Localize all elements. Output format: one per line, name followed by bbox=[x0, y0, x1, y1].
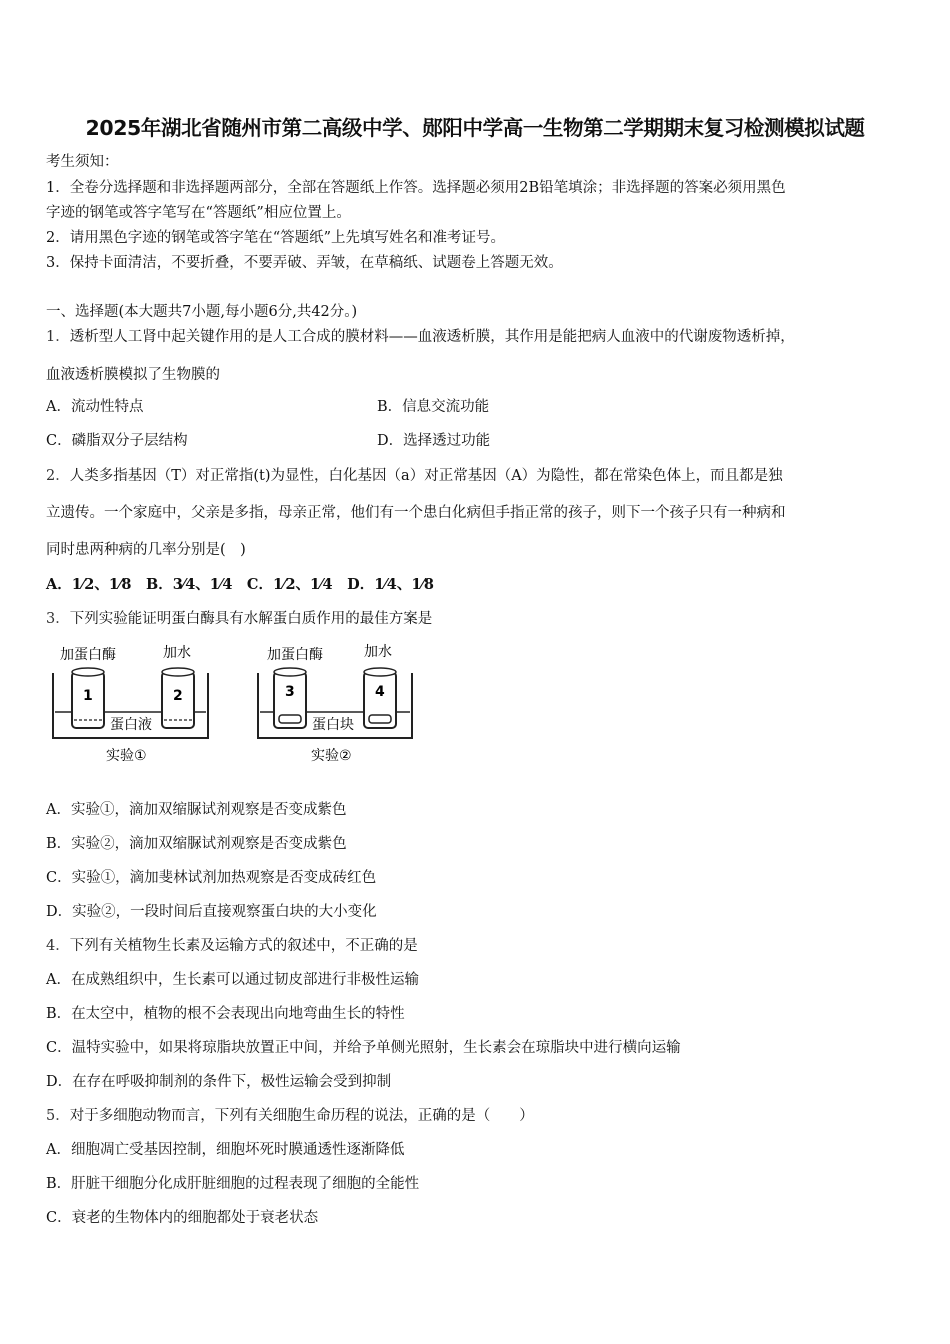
question-5-stem: 对于多细胞动物而言，下列有关细胞生命历程的说法，正确的是（ ） bbox=[69, 1108, 534, 1124]
question-3-number: 3． bbox=[46, 611, 70, 627]
exam-title: 2025年湖北省随州市第二高级中学、郧阳中学高一生物第二学期期末复习检测模拟试题 bbox=[85, 116, 865, 140]
question-3-stem: 下列实验能证明蛋白酶具有水解蛋白质作用的最佳方案是 bbox=[69, 611, 433, 627]
q5-option-a[interactable]: A．细胞凋亡受基因控制，细胞坏死时膜通透性逐渐降低 bbox=[46, 1142, 405, 1158]
question-3 bbox=[46, 609, 432, 629]
q5-option-b[interactable]: B．肝脏干细胞分化成肝脏细胞的过程表现了细胞的全能性 bbox=[46, 1176, 420, 1192]
question-5-number: 5． bbox=[46, 1108, 70, 1124]
exp1-medium-label: 蛋白液 bbox=[110, 717, 152, 733]
exp1-right-label: 加水 bbox=[163, 645, 191, 661]
question-4 bbox=[46, 936, 418, 956]
exp1-tube-1-label: 1 bbox=[83, 688, 93, 704]
exp2-left-label: 加蛋白酶 bbox=[267, 647, 323, 663]
exp1-tube-2 bbox=[162, 668, 194, 728]
section-heading: 一、选择题(本大题共7小题,每小题6分,共42分。) bbox=[46, 304, 358, 320]
exp1-left-label: 加蛋白酶 bbox=[60, 647, 116, 663]
exp2-caption: 实验② bbox=[311, 748, 352, 764]
q3-option-d[interactable]: D．实验②，一段时间后直接观察蛋白块的大小变化 bbox=[46, 904, 377, 920]
question-1-options-row-1 bbox=[46, 397, 143, 417]
question-1 bbox=[46, 327, 795, 347]
experiment-2-diagram bbox=[258, 643, 412, 764]
exp1-tube-1 bbox=[72, 668, 104, 728]
notice-item-1-cont: 字迹的钢笔或答字笔写在“答题纸”相应位置上。 bbox=[46, 205, 351, 221]
exp2-tube-4-label: 4 bbox=[375, 684, 385, 700]
question-2-stem: 人类多指基因（T）对正常指(t)为显性，白化基因（a）对正常基因（A）为隐性，都在常染色体上，而且都是独 bbox=[69, 468, 783, 484]
notice-item-3: 3．保持卡面清洁，不要折叠，不要弄破、弄皱，在草稿纸、试题卷上答题无效。 bbox=[46, 255, 563, 271]
question-4-number: 4． bbox=[46, 938, 70, 954]
q1-option-d[interactable]: D．选择透过功能 bbox=[377, 433, 491, 449]
q5-option-c[interactable]: C．衰老的生物体内的细胞都处于衰老状态 bbox=[46, 1210, 319, 1226]
exp2-medium-label: 蛋白块 bbox=[312, 717, 354, 733]
q3-option-b[interactable]: B．实验②，滴加双缩脲试剂观察是否变成紫色 bbox=[46, 836, 347, 852]
q3-option-a[interactable]: A．实验①，滴加双缩脲试剂观察是否变成紫色 bbox=[46, 802, 347, 818]
q1-option-c[interactable]: C．磷脂双分子层结构 bbox=[46, 433, 188, 449]
q4-option-a[interactable]: A．在成熟组织中，生长素可以通过韧皮部进行非极性运输 bbox=[46, 972, 419, 988]
question-2-number: 2． bbox=[46, 468, 70, 484]
question-2-stem-cont-2: 同时患两种病的几率分别是( ) bbox=[46, 542, 246, 558]
notice-item-2: 2．请用黑色字迹的钢笔或答字笔在“答题纸”上先填写姓名和准考证号。 bbox=[46, 230, 506, 246]
exp2-tube-3-label: 3 bbox=[285, 684, 295, 700]
question-2 bbox=[46, 466, 783, 486]
exp2-right-label: 加水 bbox=[364, 644, 392, 660]
notice-item-1: 1．全卷分选择题和非选择题两部分，全部在答题纸上作答。选择题必须用2B铅笔填涂；非选择题的答案必须用黑色 bbox=[46, 180, 786, 196]
exp2-tube-4 bbox=[364, 668, 396, 728]
q4-option-d[interactable]: D．在存在呼吸抑制剂的条件下，极性运输会受到抑制 bbox=[46, 1074, 392, 1090]
q3-option-c[interactable]: C．实验①，滴加斐林试剂加热观察是否变成砖红色 bbox=[46, 870, 377, 886]
exp1-caption: 实验① bbox=[106, 748, 147, 764]
q1-option-b[interactable]: B．信息交流功能 bbox=[377, 399, 490, 415]
q4-option-c[interactable]: C．温特实验中，如果将琼脂块放置正中间，并给予单侧光照射，生长素会在琼脂块中进行横向运输 bbox=[46, 1040, 681, 1056]
q1-option-a[interactable]: A．流动性特点 bbox=[46, 399, 144, 415]
q4-option-b[interactable]: B．在太空中，植物的根不会表现出向地弯曲生长的特性 bbox=[46, 1006, 405, 1022]
question-5 bbox=[46, 1106, 534, 1126]
question-2-stem-cont-1: 立遗传。一个家庭中，父亲是多指，母亲正常，他们有一个患白化病但手指正常的孩子，则下一个孩子只有一种病和 bbox=[46, 505, 786, 521]
notice-heading: 考生须知： bbox=[46, 154, 119, 170]
question-4-stem: 下列有关植物生长素及运输方式的叙述中，不正确的是 bbox=[69, 938, 418, 954]
exp2-tube-3 bbox=[274, 668, 306, 728]
experiment-1-diagram bbox=[53, 644, 208, 764]
exp1-tube-2-label: 2 bbox=[173, 688, 183, 704]
q2-options[interactable]: A．1⁄2、1⁄8 B．3⁄4、1⁄4 C．1⁄2、1⁄4 D．1⁄4、1⁄8 bbox=[46, 576, 434, 593]
experiment-figure bbox=[46, 636, 426, 774]
question-1-stem-cont: 血液透析膜模拟了生物膜的 bbox=[46, 367, 220, 383]
question-1-stem: 透析型人工肾中起关键作用的是人工合成的膜材料——血液透析膜，其作用是能把病人血液中的代谢废物透析掉， bbox=[69, 329, 795, 345]
question-1-number: 1． bbox=[46, 329, 70, 345]
